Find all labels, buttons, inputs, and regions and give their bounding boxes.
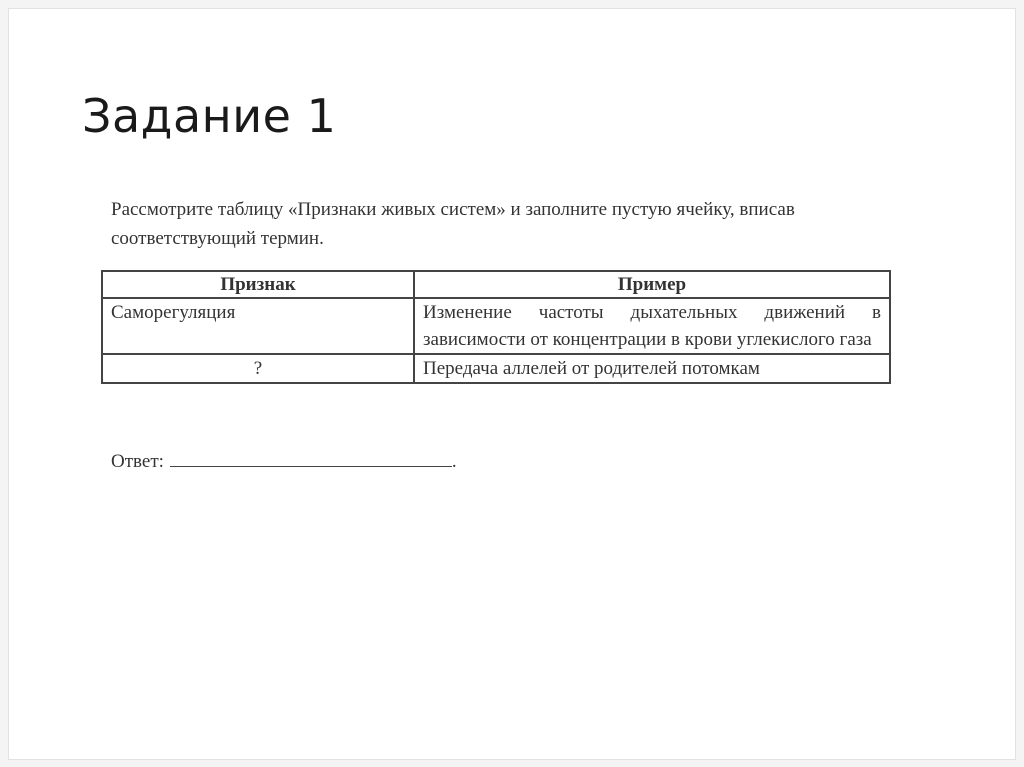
answer-line	[111, 448, 457, 473]
slide-title: Задание 1	[82, 89, 337, 143]
signs-table	[101, 270, 891, 384]
table-row	[102, 298, 890, 354]
table-header-row	[102, 271, 890, 298]
table-cell-example: Изменение частоты дыхательных движений в зависимости от концентрации в крови углекислого газа	[414, 298, 890, 354]
column-header-example: Пример	[414, 271, 890, 298]
task-instruction: Рассмотрите таблицу «Признаки живых систем» и заполните пустую ячейку, вписав соответствующий термин.	[111, 199, 795, 249]
answer-suffix: .	[451, 451, 457, 472]
answer-blank-field	[170, 448, 452, 467]
table-row	[102, 354, 890, 383]
table-cell-sign-unknown: ?	[102, 354, 414, 383]
answer-label: Ответ:	[111, 451, 164, 472]
table-cell-sign: Саморегуляция	[102, 298, 414, 354]
slide	[8, 8, 1016, 760]
table-cell-example: Передача аллелей от родителей потомкам	[414, 354, 890, 383]
column-header-sign: Признак	[102, 271, 414, 298]
